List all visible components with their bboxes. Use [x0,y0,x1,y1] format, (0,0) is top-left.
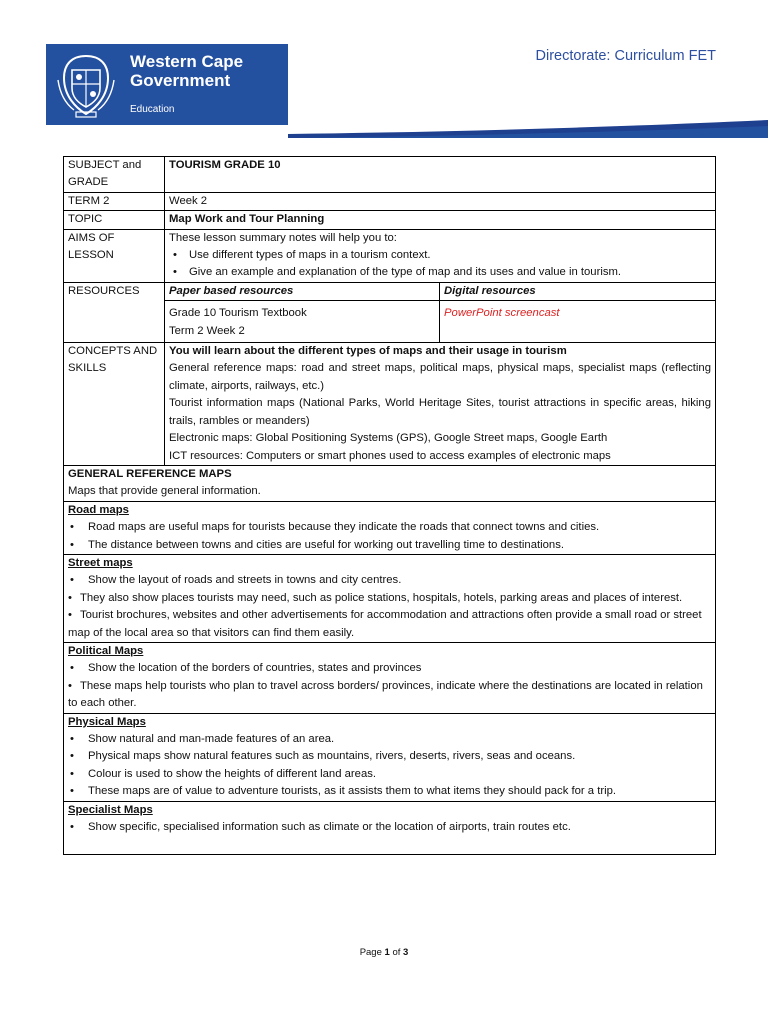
list-item-text: Physical maps show natural features such as mountains, rivers, deserts, rivers, seas and oceans. [88,750,576,763]
paper-resources [165,301,440,343]
bullet-icon: • [70,733,74,745]
concepts-line: ICT resources: Computers or smart phones used to access examples of electronic maps [169,449,611,462]
subject-value: TOURISM GRADE 10 [165,157,716,193]
directorate-title: Directorate: Curriculum FET [535,48,716,64]
row-term [64,192,716,210]
list-item-text: Road maps are useful maps for tourists because they indicate the roads that connect towns and cities. [88,521,600,534]
road-maps-cell [64,501,716,554]
page-mid: of [389,947,404,958]
list-item [68,766,711,783]
bullet-icon: • [70,538,74,551]
list-item-text: Show natural and man-made features of an area. [88,733,335,745]
coat-of-arms-icon [52,50,120,120]
list-item [68,731,711,748]
topic-value: Map Work and Tour Planning [165,211,716,229]
aims-item [169,264,711,281]
concepts-content [165,343,716,466]
physical-maps-heading: Physical Maps [68,715,146,728]
subject-label: SUBJECT and GRADE [64,157,165,193]
political-maps-cell [64,642,716,713]
page-number: 1 [384,947,390,958]
bullet-icon: • [70,821,74,834]
lesson-table [63,156,716,855]
page-total: 3 [403,947,409,958]
page-footer [0,947,768,958]
street-maps-heading: Street maps [68,556,133,569]
powerpoint-screencast-link[interactable]: PowerPoint screencast [444,307,560,320]
row-general-reference [64,465,716,501]
list-item-text: Show specific, specialised information such as climate or the location of airports, train routes etc. [88,821,571,834]
bullet-icon: • [70,662,74,675]
physical-maps-cell [64,713,716,801]
general-reference-text: Maps that provide general information. [68,485,261,498]
list-item [68,607,711,642]
term-label: TERM 2 [64,192,165,210]
list-item [68,590,711,607]
paper-line-1: Grade 10 Tourism Textbook [169,307,307,320]
concepts-label: CONCEPTS AND SKILLS [64,343,165,466]
list-item-text: Show the location of the borders of countries, states and provinces [88,662,422,675]
bullet-icon: • [70,785,74,798]
concepts-line: Electronic maps: Global Positioning Systems (GPS), Google Street maps, Google Earth [169,432,608,445]
aims-intro: These lesson summary notes will help you to: [169,231,397,244]
aims-item-text: Use different types of maps in a tourism context. [189,249,431,262]
concepts-line: General reference maps: road and street maps, political maps, physical maps, specialist maps (reflecting climate, airports, railways, etc.) [169,362,711,392]
list-item [68,537,711,554]
aims-content [165,229,716,282]
list-item [68,783,711,800]
header-swoosh [0,118,768,138]
list-item-text: The distance between towns and cities are useful for working out travelling time to destinations. [88,538,564,551]
logo-line-1: Western Cape [130,52,244,71]
street-maps-cell [64,554,716,642]
bullet-icon: • [70,574,74,587]
concepts-heading: You will learn about the different types of maps and their usage in tourism [169,345,567,358]
resources-label: RESOURCES [64,282,165,342]
row-aims [64,229,716,282]
page-prefix: Page [359,947,385,958]
bullet-icon: • [68,609,72,622]
logo-title [130,52,243,90]
list-item-text: They also show places tourists may need, such as police stations, hospitals, hotels, parking areas and places of interest. [79,591,683,604]
aims-label: AIMS OF LESSON [64,229,165,282]
row-concepts [64,343,716,466]
concepts-line: Tourist information maps (National Parks, World Heritage Sites, tourist attractions in specific areas, hiking trails, rambles or meanders) [169,397,711,427]
political-maps-heading: Political Maps [68,644,144,657]
row-subject [64,157,716,193]
row-street-maps [64,554,716,642]
list-item-text: These maps help tourists who plan to travel across borders/ provinces, indicate where the destinations are located in relation to each other. [68,679,703,710]
list-item [68,572,711,589]
digital-resources [440,301,716,343]
list-item [68,819,711,836]
list-item-text: Tourist brochures, websites and other advertisements for accommodation and attractions often provide a small road or street map of the local area so that visitors can find them easily. [68,609,702,639]
row-resources-head [64,282,716,300]
row-road-maps [64,501,716,554]
bullet-icon: • [173,249,177,262]
list-item [68,678,711,713]
row-topic [64,211,716,229]
bullet-icon: • [68,679,72,692]
topic-label: TOPIC [64,211,165,229]
row-political-maps [64,642,716,713]
wcg-logo [46,44,288,125]
road-maps-heading: Road maps [68,503,129,516]
general-reference-cell [64,465,716,501]
general-reference-heading: GENERAL REFERENCE MAPS [68,467,232,480]
list-item [68,660,711,677]
specialist-maps-cell [64,801,716,854]
aims-item-text: Give an example and explanation of the type of map and its uses and value in tourism. [189,266,622,279]
aims-item [169,247,711,264]
logo-line-2: Government [130,71,231,90]
bullet-icon: • [70,521,74,534]
bullet-icon: • [173,266,177,279]
specialist-maps-heading: Specialist Maps [68,803,153,816]
paper-line-2: Term 2 Week 2 [169,324,245,337]
list-item [68,748,711,765]
row-specialist-maps [64,801,716,854]
paper-resources-heading: Paper based resources [165,282,440,300]
list-item-text: Show the layout of roads and streets in towns and city centres. [88,574,402,587]
list-item-text: Colour is used to show the heights of different land areas. [88,767,377,780]
bullet-icon: • [70,767,74,780]
row-physical-maps [64,713,716,801]
bullet-icon: • [70,750,74,763]
logo-subtitle: Education [130,104,175,115]
term-value: Week 2 [165,192,716,210]
bullet-icon: • [68,591,72,604]
list-item-text: These maps are of value to adventure tourists, as it assists them to what items they should pack for a trip. [88,785,617,798]
list-item [68,519,711,536]
digital-resources-heading: Digital resources [440,282,716,300]
